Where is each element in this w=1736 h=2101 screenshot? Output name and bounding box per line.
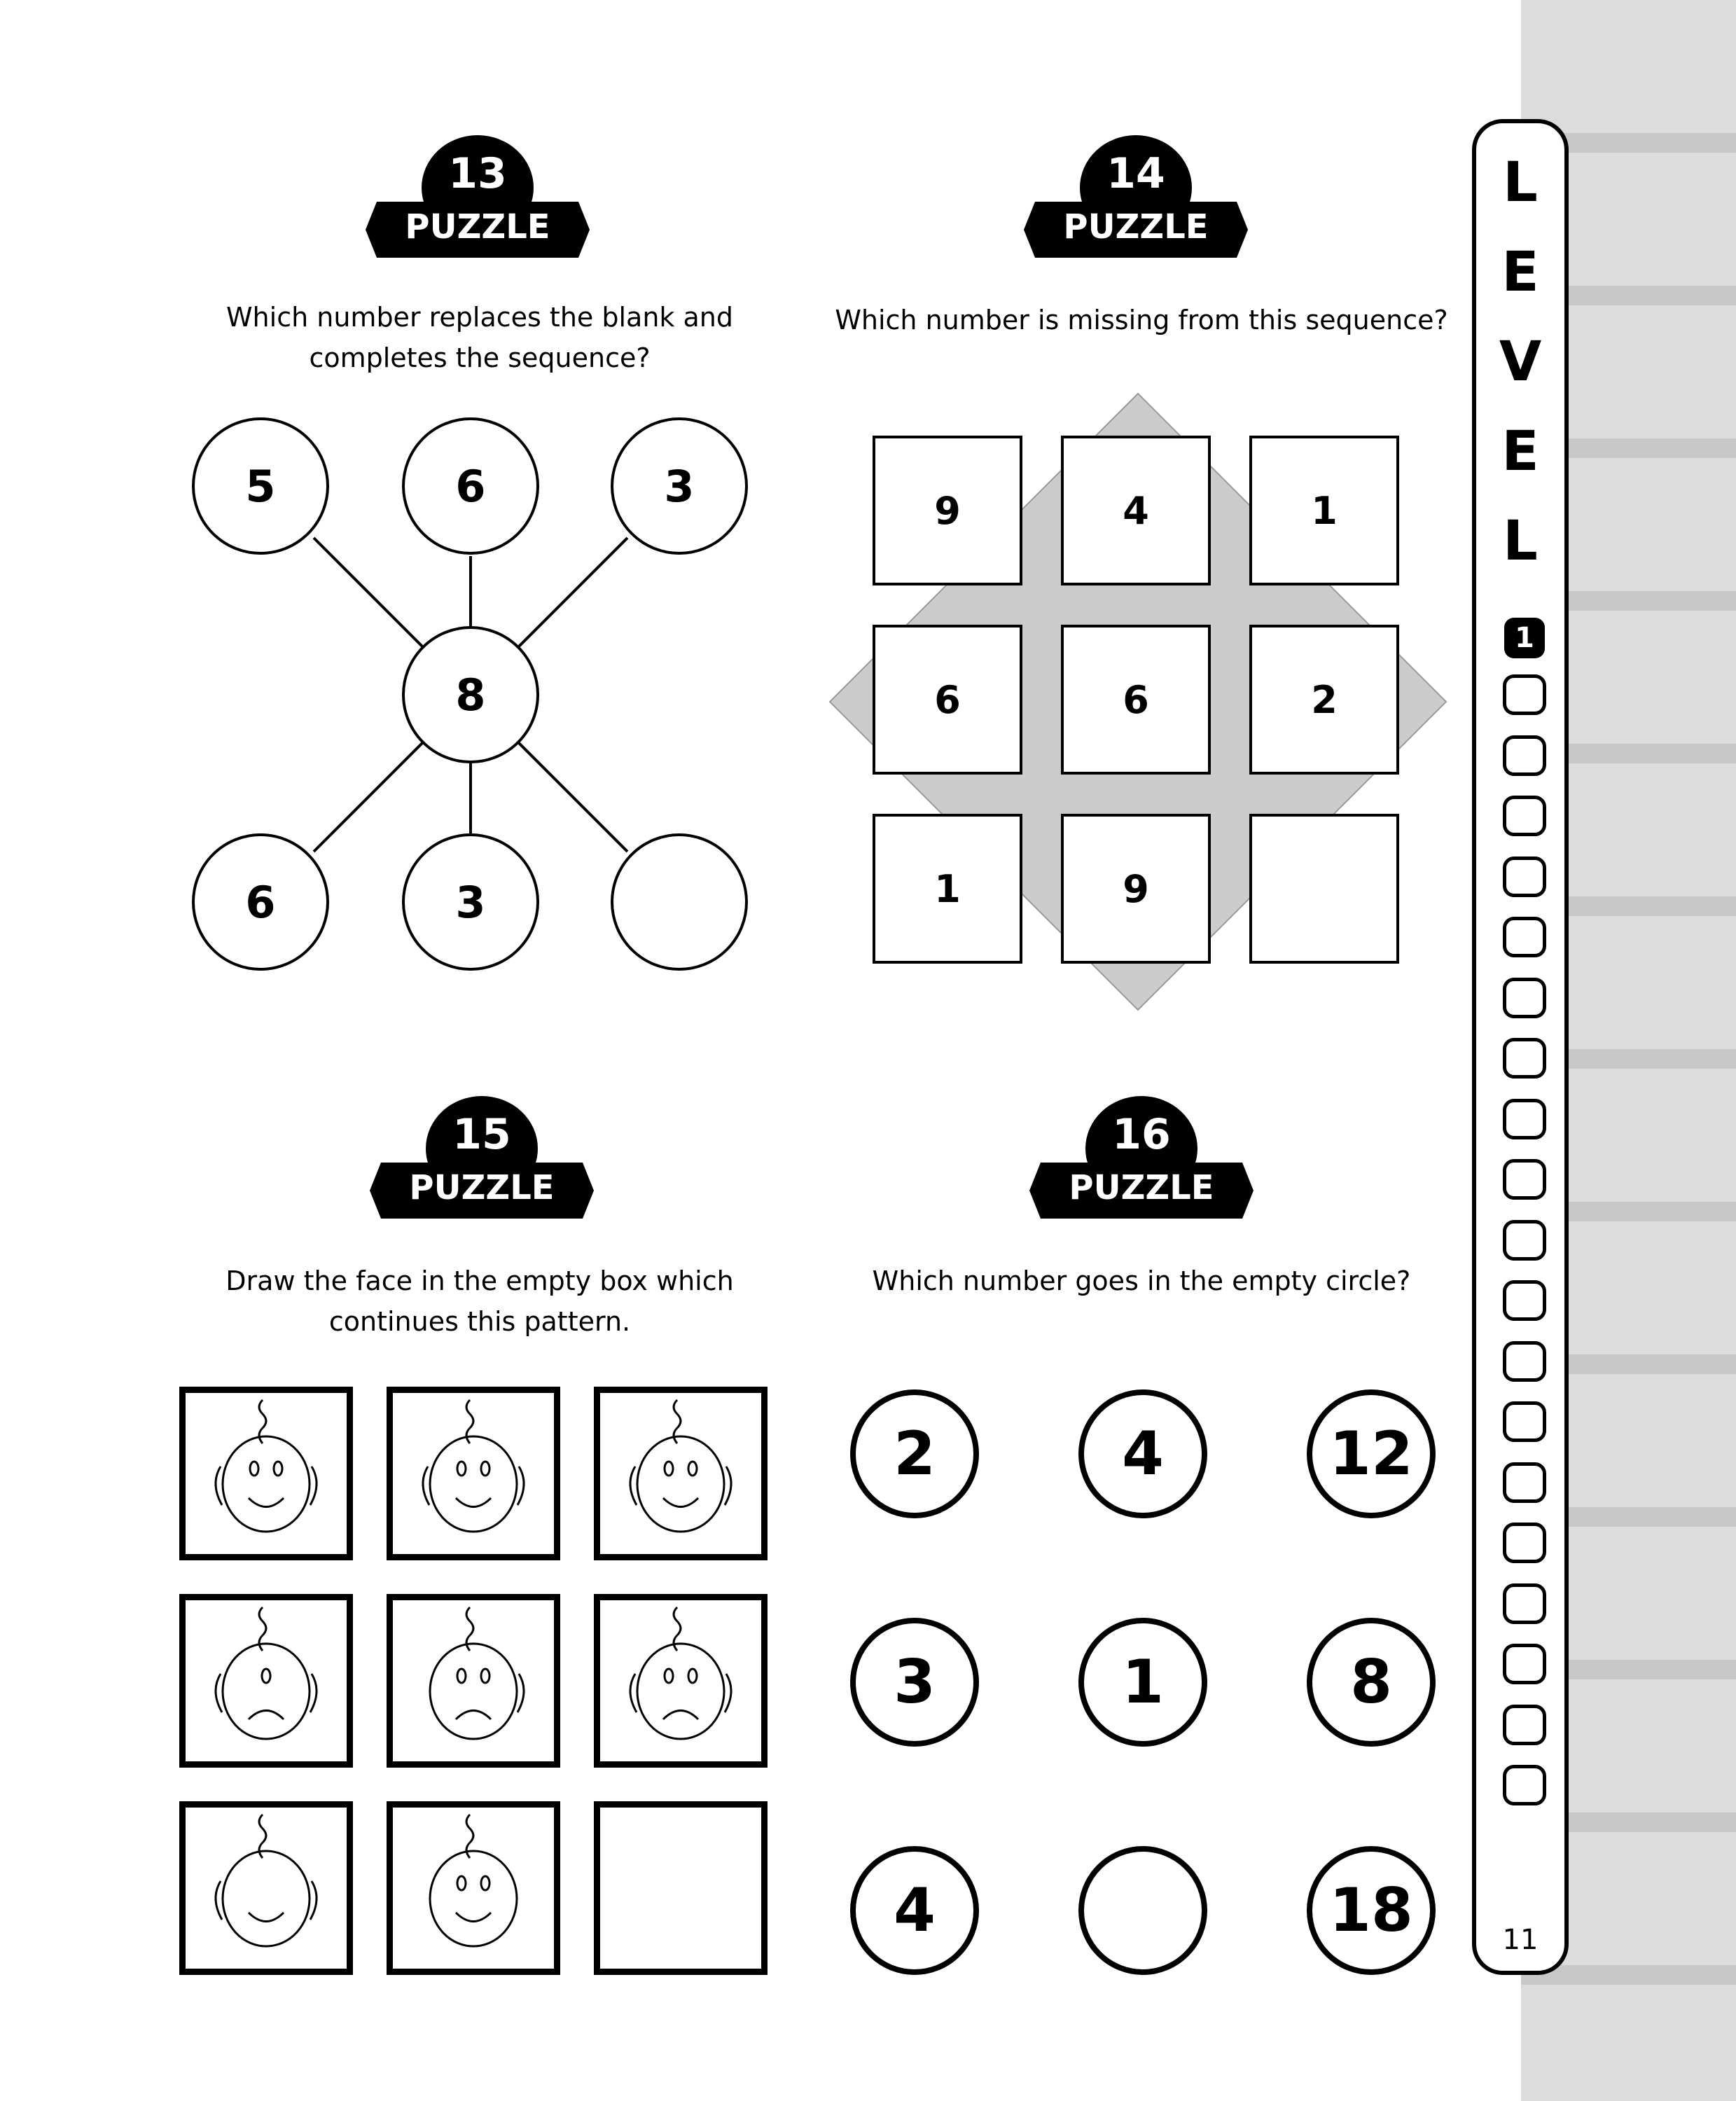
level-letter: L xyxy=(1503,510,1538,573)
level-checkbox[interactable] xyxy=(1503,674,1546,715)
question-line: continues this pattern. xyxy=(328,1306,631,1337)
number-circle: 6 xyxy=(192,833,329,971)
smile-face-icon xyxy=(186,1808,347,1969)
level-checkbox[interactable] xyxy=(1503,1038,1546,1079)
number-circle: 12 xyxy=(1307,1389,1436,1518)
level-checkbox[interactable] xyxy=(1503,1159,1546,1200)
level-checkbox[interactable] xyxy=(1503,735,1546,776)
number-square: 6 xyxy=(873,625,1022,775)
level-checkbox[interactable] xyxy=(1503,917,1546,957)
frown-face-icon xyxy=(186,1600,347,1761)
smile-face-icon xyxy=(393,1808,554,1969)
question-line: Which number replaces the blank and xyxy=(225,302,733,333)
level-checkbox[interactable] xyxy=(1503,1583,1546,1624)
level-letter: L xyxy=(1503,151,1538,214)
face-box xyxy=(179,1594,353,1768)
number-square: 1 xyxy=(873,814,1022,964)
question-line: Which number is missing from this sequence? xyxy=(835,305,1448,335)
number-circle: 2 xyxy=(850,1389,979,1518)
number-circle: 3 xyxy=(611,417,748,555)
number-circle: 1 xyxy=(1078,1618,1207,1747)
number-circle: 4 xyxy=(1078,1389,1207,1518)
face-box xyxy=(387,1801,560,1975)
face-box xyxy=(179,1387,353,1560)
number-square: 1 xyxy=(1249,436,1399,585)
level-letter: V xyxy=(1499,331,1542,394)
number-circle: 3 xyxy=(402,833,539,971)
puzzle-label: PUZZLE xyxy=(1063,207,1209,247)
level-checkbox[interactable] xyxy=(1503,857,1546,897)
center-circle: 8 xyxy=(402,626,539,763)
level-checkbox[interactable] xyxy=(1503,978,1546,1018)
smile-face-icon xyxy=(186,1393,347,1554)
number-square: 6 xyxy=(1061,625,1211,775)
number-circle: 8 xyxy=(1307,1618,1436,1747)
number-circle: 3 xyxy=(850,1618,979,1747)
face-box xyxy=(594,1594,768,1768)
number-square: 2 xyxy=(1249,625,1399,775)
smile-face-icon xyxy=(600,1393,761,1554)
face-box xyxy=(594,1387,768,1560)
smile-face-icon xyxy=(393,1393,554,1554)
face-box xyxy=(387,1387,560,1560)
face-box xyxy=(387,1594,560,1768)
face-box xyxy=(179,1801,353,1975)
level-letter: E xyxy=(1501,241,1539,304)
level-checkbox[interactable] xyxy=(1503,1220,1546,1261)
frown-face-icon xyxy=(393,1600,554,1761)
level-checkbox[interactable] xyxy=(1503,1401,1546,1442)
number-circle: 6 xyxy=(402,417,539,555)
number-circle: 4 xyxy=(850,1846,979,1975)
level-progress-bar xyxy=(1472,119,1569,1975)
level-checkbox[interactable] xyxy=(1503,1280,1546,1321)
puzzle-label: PUZZLE xyxy=(405,207,550,247)
question-line: Which number goes in the empty circle? xyxy=(872,1266,1411,1296)
number-square: 4 xyxy=(1061,436,1211,585)
level-letter: E xyxy=(1501,420,1539,483)
level-checkbox[interactable] xyxy=(1503,1341,1546,1382)
number-square: 9 xyxy=(873,436,1022,585)
level-checkbox[interactable] xyxy=(1503,1523,1546,1563)
page-number: 11 xyxy=(1502,1924,1539,1956)
level-checkbox[interactable] xyxy=(1503,1644,1546,1684)
level-checkbox[interactable] xyxy=(1503,796,1546,836)
puzzle-label: PUZZLE xyxy=(409,1168,555,1207)
puzzle-number: 16 xyxy=(1112,1110,1171,1159)
empty-face-box[interactable] xyxy=(594,1801,768,1975)
puzzle-number: 15 xyxy=(452,1110,511,1159)
blank-circle[interactable] xyxy=(1078,1846,1207,1975)
frown-face-icon xyxy=(600,1600,761,1761)
current-level-marker: 1 xyxy=(1504,618,1545,658)
number-circle: 5 xyxy=(192,417,329,555)
question-line: Draw the face in the empty box which xyxy=(225,1266,734,1296)
puzzle-number: 13 xyxy=(448,149,507,198)
puzzle-label: PUZZLE xyxy=(1069,1168,1214,1207)
level-checkbox[interactable] xyxy=(1503,1765,1546,1805)
level-checkbox[interactable] xyxy=(1503,1705,1546,1745)
level-checkbox[interactable] xyxy=(1503,1462,1546,1503)
blank-square[interactable] xyxy=(1249,814,1399,964)
number-square: 9 xyxy=(1061,814,1211,964)
puzzle-number: 14 xyxy=(1106,149,1165,198)
question-line: completes the sequence? xyxy=(309,342,651,373)
level-checkbox[interactable] xyxy=(1503,1099,1546,1139)
number-circle: 18 xyxy=(1307,1846,1436,1975)
